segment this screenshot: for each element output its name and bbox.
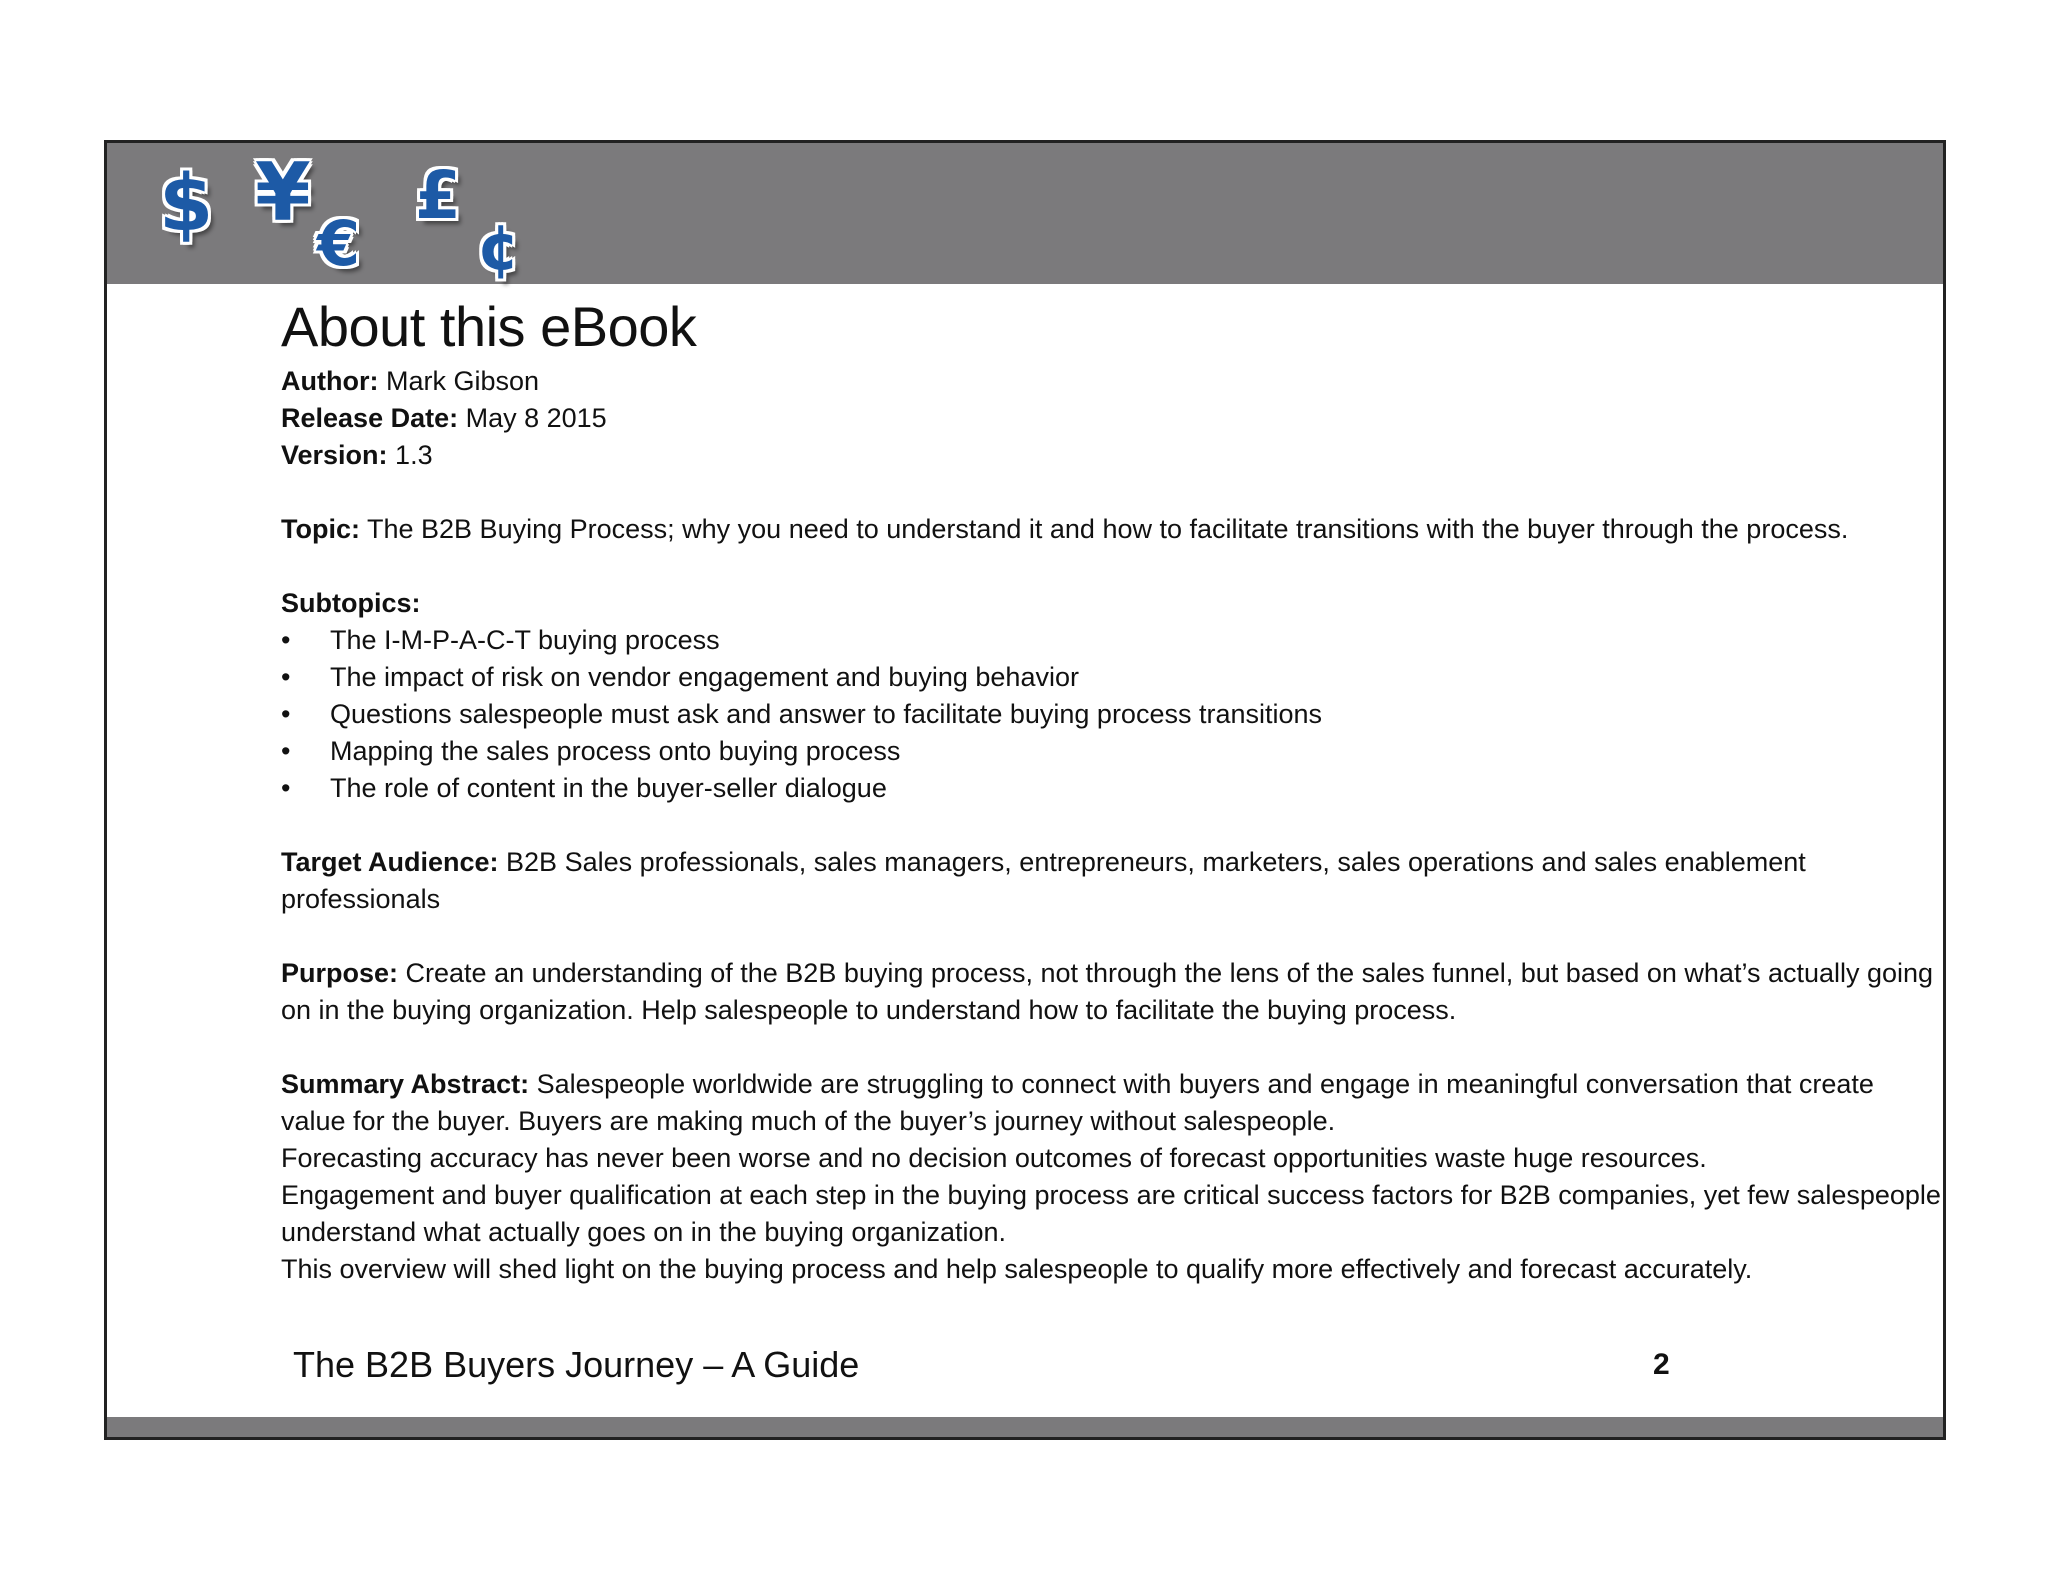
bullet-icon: • — [281, 625, 291, 655]
list-item-text: The I-M-P-A-C-T buying process — [330, 625, 720, 655]
list-item — [281, 696, 1941, 733]
summary-abstract-line: Forecasting accuracy has never been worse and no decision outcomes of forecast opportunities waste huge resources. — [281, 1143, 1707, 1173]
author-label: Author: — [281, 366, 379, 396]
spacer — [281, 1029, 1941, 1066]
list-item-text: The role of content in the buyer-seller dialogue — [330, 773, 887, 803]
list-item — [281, 770, 1941, 807]
target-audience-label: Target Audience: — [281, 847, 499, 877]
release-date-label: Release Date: — [281, 403, 459, 433]
topic-paragraph — [281, 511, 1941, 548]
subtopics-label: Subtopics: — [281, 588, 421, 618]
spacer — [281, 548, 1941, 585]
release-date-line — [281, 400, 1941, 437]
summary-abstract-paragraph — [281, 1066, 1941, 1140]
bullet-icon: • — [281, 662, 291, 692]
list-item-text: Questions salespeople must ask and answer to facilitate buying process transitions — [330, 699, 1323, 729]
purpose-paragraph — [281, 955, 1941, 1029]
purpose-text: Create an understanding of the B2B buying process, not through the lens of the sales funnel, but based on what’s actually going on in the buying organization. Help salespeople to understand how to facilitate the buying process. — [281, 958, 1934, 1025]
subtopics-list — [281, 622, 1941, 807]
cent-icon: ¢ — [477, 211, 521, 284]
topic-text: The B2B Buying Process; why you need to understand it and how to facilitate transitions with the buyer through the process. — [359, 514, 1849, 544]
bullet-icon: • — [281, 736, 291, 766]
summary-abstract-label: Summary Abstract: — [281, 1069, 530, 1099]
list-item — [281, 622, 1941, 659]
version-value: 1.3 — [387, 440, 433, 470]
spacer — [281, 807, 1941, 844]
list-item — [281, 659, 1941, 696]
summary-abstract-text: Salespeople worldwide are struggling to connect with buyers and engage in meaningful conversation that create value for the buyer. Buyers are making much of the buyer’s journey without salespeople. — [281, 1069, 1874, 1136]
spacer — [281, 474, 1941, 511]
author-line — [281, 363, 1941, 400]
page-content — [281, 291, 1941, 1288]
purpose-label: Purpose: — [281, 958, 399, 988]
pound-icon: £ — [415, 157, 461, 234]
topic-label: Topic: — [281, 514, 360, 544]
dollar-icon: $ — [159, 159, 214, 249]
footer-title: The B2B Buyers Journey – A Guide — [293, 1344, 860, 1385]
release-date-value: May 8 2015 — [458, 403, 607, 433]
spacer — [281, 918, 1941, 955]
yen-icon: ¥ — [255, 146, 311, 239]
version-label: Version: — [281, 440, 388, 470]
summary-abstract-line: This overview will shed light on the buying process and help salespeople to qualify more effectively and forecast accurately. — [281, 1254, 1753, 1284]
list-item-text: The impact of risk on vendor engagement and buying behavior — [330, 662, 1079, 692]
page-title: About this eBook — [281, 295, 697, 358]
author-value: Mark Gibson — [378, 366, 540, 396]
target-audience-text: B2B Sales professionals, sales managers, entrepreneurs, marketers, sales operations and sales enablement professionals — [281, 847, 1806, 914]
target-audience-paragraph — [281, 844, 1941, 918]
version-line — [281, 437, 1941, 474]
bullet-icon: • — [281, 773, 291, 803]
header-band — [107, 143, 1943, 284]
list-item — [281, 733, 1941, 770]
euro-icon: € — [317, 207, 361, 280]
summary-abstract-line: Engagement and buyer qualification at each step in the buying process are critical success factors for B2B companies, yet few salespeople understand what actually goes on in the buying organization. — [281, 1180, 1941, 1247]
bullet-icon: • — [281, 699, 291, 729]
page-number: 2 — [1653, 1348, 1670, 1381]
footer-band — [107, 1417, 1943, 1437]
page-frame — [104, 140, 1946, 1440]
list-item-text: Mapping the sales process onto buying process — [330, 736, 901, 766]
